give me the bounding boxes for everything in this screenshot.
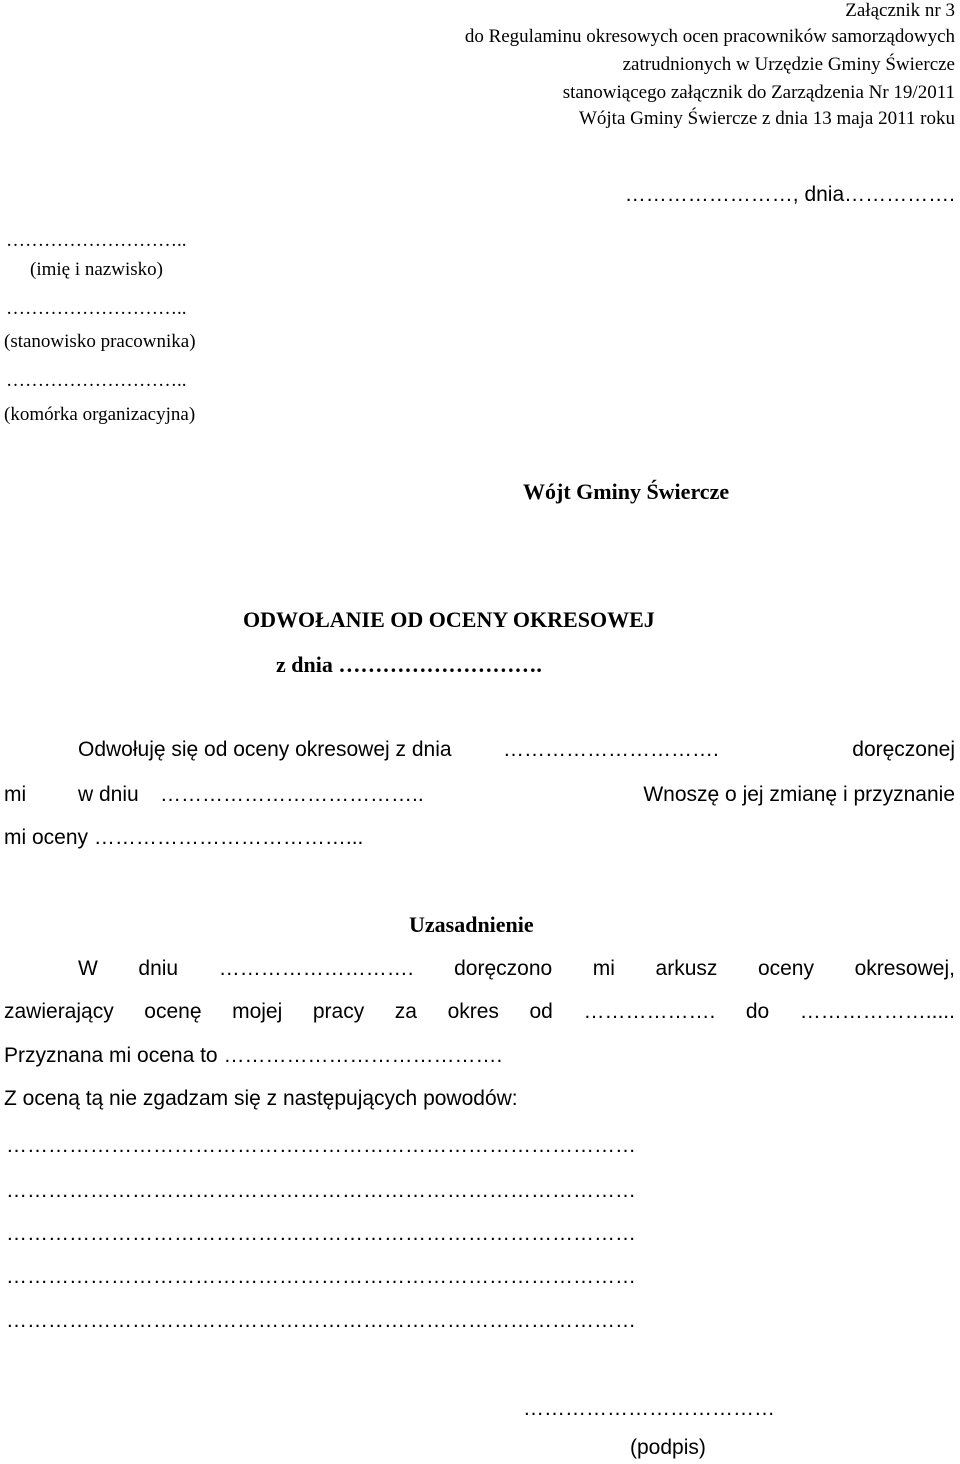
para2-word: arkusz [655, 957, 718, 980]
para2-word: mi [592, 957, 615, 980]
department-dots: ……………………….. [6, 370, 187, 391]
para2-word: W [78, 957, 98, 980]
name-dots: ……………………….. [6, 230, 187, 251]
section-title: Uzasadnienie [409, 912, 534, 937]
header-line-5: Wójta Gminy Świercze z dnia 13 maja 2011 roku [578, 108, 955, 129]
document-title-date: z dnia ………………………. [276, 652, 542, 677]
para1-on-day: w dniu [78, 783, 139, 806]
reason-line: ……………………………………………………………………………… [6, 1134, 636, 1157]
reason-line: ……………………………………………………………………………… [6, 1179, 636, 1202]
para2-dots: ………………. [583, 1000, 716, 1023]
reason-line: ……………………………………………………………………………… [6, 1222, 636, 1245]
para2-word: okres [447, 1000, 499, 1023]
para2-word: za [394, 1000, 417, 1023]
para2-word: oceny [757, 957, 814, 980]
reason-line: ……………………………………………………………………………… [6, 1309, 636, 1332]
para2-reasons-intro: Z oceną tą nie zgadzam się z następujących powodów: [4, 1087, 518, 1110]
place-date: ……………………, dnia……………. [624, 183, 955, 206]
position-dots: ……………………….. [6, 298, 187, 319]
header-line-3: zatrudnionych w Urzędzie Gminy Świercze [622, 54, 955, 75]
position-label: (stanowisko pracownika) [4, 331, 196, 352]
para2-word: mojej [232, 1000, 283, 1023]
para1-mi: mi [4, 783, 27, 806]
para2-word: od [529, 1000, 553, 1023]
addressee: Wójt Gminy Świercze [523, 479, 730, 504]
document-title: ODWOŁANIE OD OCENY OKRESOWEJ [243, 607, 655, 632]
reason-line: ……………………………………………………………………………… [6, 1265, 636, 1288]
header-line-4: stanowiącego załącznik do Zarządzenia Nr 19/2011 [562, 82, 955, 103]
signature-dots: ……………………………… [523, 1397, 775, 1420]
name-label: (imię i nazwisko) [30, 259, 163, 280]
para2-word: ocenę [144, 1000, 202, 1023]
signature-label: (podpis) [630, 1436, 706, 1459]
para2-dots: ………………..... [799, 1000, 955, 1023]
para1-day-dots: ……………………………….. [160, 783, 424, 806]
para2-line-1 [78, 956, 955, 982]
para2-word: okresowej, [854, 957, 955, 980]
para2-dots: ………………………. [218, 957, 414, 980]
para2-word: dniu [138, 957, 179, 980]
para1-delivered: doręczonej [852, 738, 955, 761]
para1-request: Wnoszę o jej zmianę i przyznanie [643, 783, 955, 806]
para2-word: pracy [312, 1000, 365, 1023]
para2-grade-line: Przyznana mi ocena to …………………………………. [4, 1044, 503, 1067]
para2-word: zawierający [4, 1000, 114, 1023]
header-line-2: do Regulaminu okresowych ocen pracowników samorządowych [464, 26, 955, 47]
department-label: (komórka organizacyjna) [4, 404, 196, 425]
para2-word: doręczono [454, 957, 553, 980]
para1-date-dots: …………………………. [503, 738, 719, 761]
para1-text: Odwołuję się od oceny okresowej z dnia [78, 738, 452, 761]
para2-line-2 [4, 999, 955, 1025]
para1-grade-line: mi oceny ………………………………... [4, 826, 364, 849]
para2-word: do [745, 1000, 770, 1023]
header-line-1: Załącznik nr 3 [845, 0, 955, 21]
